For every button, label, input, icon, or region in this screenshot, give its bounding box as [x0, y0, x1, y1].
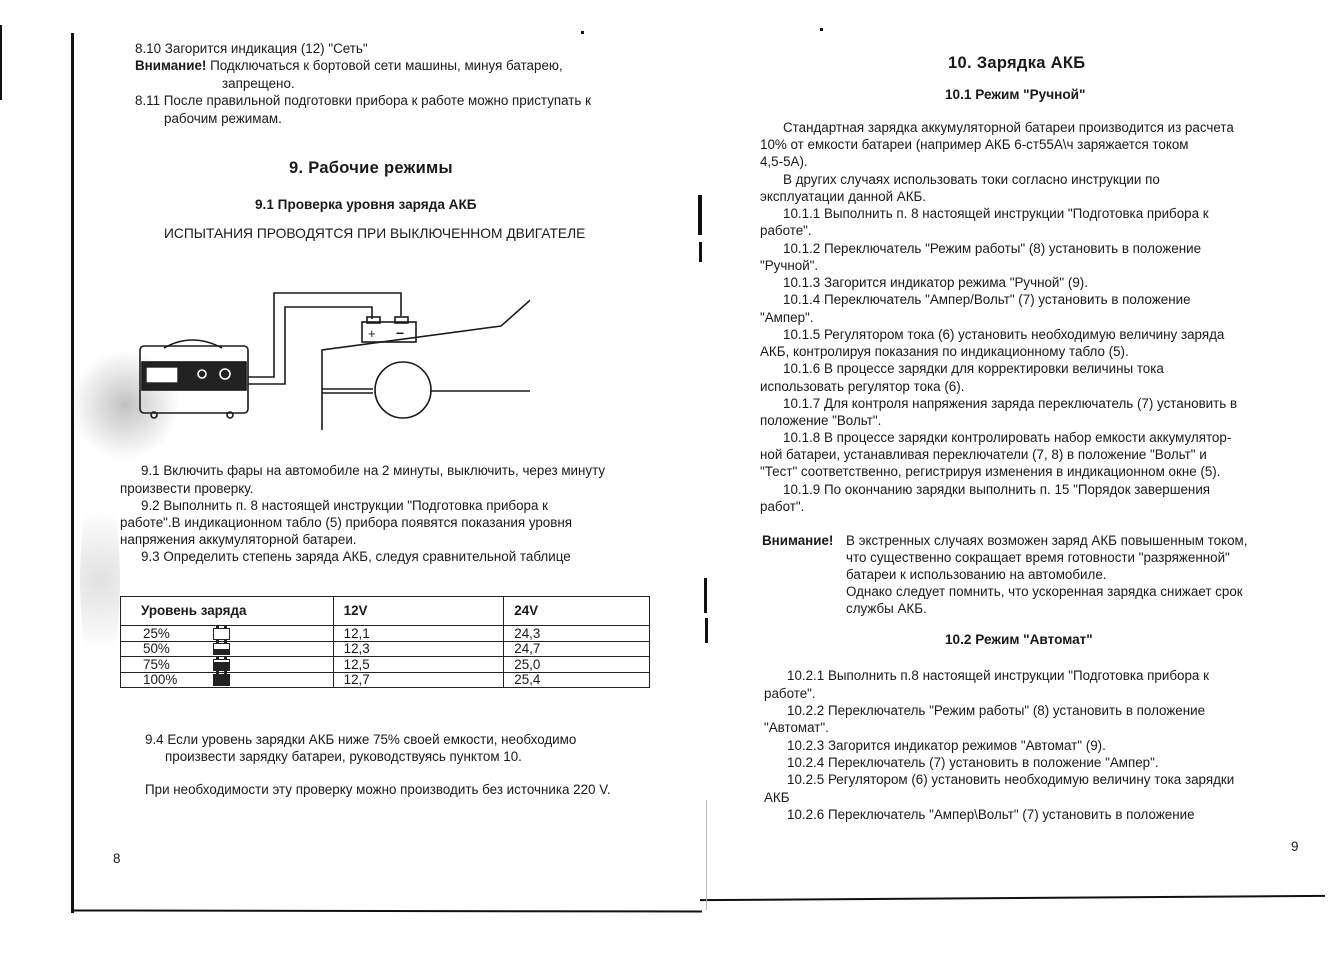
- warning-text-right-cont: Однако следует помнить, что ускоренная зарядка снижает срок: [846, 584, 1243, 599]
- paragraph-9-4-cont: произвести зарядку батареи, руководствуясь пунктом 10.: [165, 749, 522, 764]
- intro2-paragraph-cont: эксплуатации данной АКБ.: [760, 189, 927, 204]
- binding-mark: [699, 242, 702, 262]
- battery-icon-half: [213, 643, 230, 655]
- minus-label: −: [396, 325, 405, 341]
- step-10-1-1-cont: работе".: [760, 223, 812, 238]
- step-10-2-2-cont: "Автомат".: [764, 720, 829, 735]
- step-10-1-6: 10.1.6 В процессе зарядки для корректировки величины тока: [783, 361, 1164, 376]
- step-10-1-4: 10.1.4 Переключатель "Ампер/Вольт" (7) установить в положение: [783, 292, 1191, 307]
- scan-noise: [80, 480, 120, 680]
- car-body: [322, 287, 530, 430]
- level-value: 100%: [143, 672, 178, 687]
- v12-cell: 12,5: [333, 657, 504, 673]
- v24-cell: 25,4: [504, 672, 650, 688]
- battery-icon-full: [213, 674, 230, 686]
- warning-label-right: Внимание!: [762, 533, 834, 548]
- paragraph-9-4: 9.4 Если уровень зарядки АКБ ниже 75% своей емкости, необходимо: [145, 732, 577, 747]
- subsection-title-manual: 10.1 Режим "Ручной": [945, 87, 1086, 102]
- step-10-1-8-cont: "Тест" соответственно, регистрируя изменения в индикационном окне (5).: [760, 464, 1221, 479]
- step-10-2-4: 10.2.4 Переключатель (7) установить в положение "Ампер".: [787, 755, 1159, 770]
- level-value: 50%: [143, 641, 170, 656]
- step-10-1-5: 10.1.5 Регулятором тока (6) установить необходимую величину заряда: [783, 327, 1225, 342]
- step-10-1-2-cont: "Ручной".: [760, 258, 819, 273]
- page-spine-left: [71, 33, 74, 913]
- step-10-1-8: 10.1.8 В процессе зарядки контролировать набор емкости аккумулятор-: [783, 430, 1232, 445]
- warning-label: Внимание!: [135, 58, 207, 73]
- binding-mark: [704, 578, 707, 613]
- v24-cell: 25,0: [504, 657, 650, 673]
- intro-paragraph: Стандартная зарядка аккумуляторной батареи производится из расчета: [783, 120, 1234, 135]
- paragraph-9-1: 9.1 Включить фары на автомобиле на 2 минуты, выключить, через минуту: [141, 463, 606, 478]
- table-row: [121, 657, 650, 673]
- warning-text: Подключаться к бортовой сети машины, минуя батарею,: [210, 58, 563, 73]
- subsection-title-auto: 10.2 Режим "Автомат": [945, 632, 1093, 647]
- step-10-1-5-cont: АКБ, контролируя показания по индикационному табло (5).: [760, 344, 1129, 359]
- charge-level-table: [120, 596, 650, 688]
- scan-edge-left: [0, 25, 2, 100]
- step-10-2-3: 10.2.3 Загорится индикатор режимов "Автомат" (9).: [787, 738, 1106, 753]
- wire-negative: [248, 293, 401, 377]
- step-10-1-3: 10.1.3 Загорится индикатор режима "Ручной" (9).: [783, 275, 1088, 290]
- level-cell: [121, 626, 334, 642]
- paragraph-9-1-cont: произвести проверку.: [120, 481, 254, 496]
- table-row: [121, 672, 650, 688]
- step-10-2-1: 10.2.1 Выполнить п.8 настоящей инструкции "Подготовка прибора к: [787, 668, 1209, 683]
- intro-paragraph-cont: 10% от емкости батареи (например АКБ 6-ст55А\ч заряжается током: [760, 137, 1189, 152]
- section-title: 9. Рабочие режимы: [289, 159, 453, 177]
- table-row: [121, 626, 650, 642]
- step-10-1-9-cont: работ".: [760, 499, 805, 514]
- v12-cell: 12,1: [333, 626, 504, 642]
- warning-block: [135, 57, 563, 74]
- paragraph-8-11-cont: рабочим режимам.: [164, 111, 282, 126]
- level-value: 25%: [143, 625, 170, 641]
- binding-mark: [698, 195, 702, 235]
- level-value: 75%: [143, 656, 170, 672]
- scan-dot: [820, 28, 823, 31]
- warning-text-right-cont: что существенно сокращает время готовности "разряженной": [846, 550, 1230, 565]
- subsection-title: 9.1 Проверка уровня заряда АКБ: [255, 197, 477, 212]
- battery-icon-empty: [213, 628, 230, 640]
- step-10-1-6-cont: использовать регулятор тока (6).: [760, 379, 965, 394]
- page-bottom-edge-right: [700, 895, 1325, 901]
- header-12v: 12V: [333, 597, 504, 626]
- step-10-2-6: 10.2.6 Переключатель "Ампер\Вольт" (7) установить в положение: [787, 807, 1195, 822]
- section-title: 10. Зарядка АКБ: [948, 54, 1086, 72]
- warning-text-right-cont: службы АКБ.: [846, 601, 927, 616]
- step-10-1-1: 10.1.1 Выполнить п. 8 настоящей инструкции "Подготовка прибора к: [783, 206, 1209, 221]
- plus-label: +: [368, 326, 376, 341]
- paragraph-9-2-cont: напряжения аккумуляторной батареи.: [120, 532, 357, 547]
- warning-text-cont: запрещено.: [222, 76, 295, 91]
- paragraph-8-10: 8.10 Загорится индикация (12) "Сеть": [135, 41, 368, 56]
- paragraph-8-11: 8.11 После правильной подготовки прибора к работе можно приступать к: [135, 93, 591, 108]
- note-220v: При необходимости эту проверку можно производить без источника 220 V.: [145, 782, 611, 797]
- paragraph-9-2: 9.2 Выполнить п. 8 настоящей инструкции "Подготовка прибора к: [141, 498, 549, 513]
- step-10-2-2: 10.2.2 Переключатель "Режим работы" (8) установить в положение: [787, 703, 1206, 718]
- v12-cell: 12,7: [333, 672, 504, 688]
- step-10-1-2: 10.1.2 Переключатель "Режим работы" (8) установить в положение: [783, 241, 1202, 256]
- level-cell: [121, 657, 334, 673]
- header-24v: 24V: [504, 597, 650, 626]
- step-10-2-5-cont: АКБ: [764, 790, 790, 805]
- page-number-right: 9: [1291, 839, 1299, 854]
- step-10-1-4-cont: "Ампер".: [760, 310, 814, 325]
- v24-cell: 24,3: [504, 626, 650, 642]
- car-wheel: [375, 362, 431, 418]
- step-10-1-8-cont: ной батареи, устанавливая переключатели (7, 8) в положение "Вольт" и: [760, 447, 1207, 462]
- level-cell: [121, 641, 334, 657]
- warning-text-right-cont: батареи к использованию на автомобиле.: [846, 567, 1107, 582]
- page-number-left: 8: [113, 851, 121, 866]
- step-10-2-1-cont: работе".: [764, 686, 816, 701]
- charger-display: [147, 368, 177, 382]
- intro2-paragraph: В других случаях использовать токи согласно инструкции по: [783, 172, 1160, 187]
- paragraph-9-2-cont: работе".В индикационном табло (5) прибора появятся показания уровня: [120, 515, 573, 530]
- connection-diagram: [130, 270, 530, 430]
- battery-icon-three-quarter: [213, 659, 230, 671]
- step-10-2-5: 10.2.5 Регулятором (6) установить необходимую величину тока зарядки: [787, 772, 1235, 787]
- table-row: [121, 641, 650, 657]
- step-10-1-9: 10.1.9 По окончанию зарядки выполнить п. 15 "Порядок завершения: [783, 482, 1211, 497]
- binding-mark: [705, 618, 708, 643]
- binding-line-faint: [706, 800, 707, 910]
- intro-paragraph-cont: 4,5-5А).: [760, 154, 808, 169]
- caps-note: ИСПЫТАНИЯ ПРОВОДЯТСЯ ПРИ ВЫКЛЮЧЕННОМ ДВИГАТЕЛЕ: [164, 226, 586, 241]
- v12-cell: 12,3: [333, 641, 504, 657]
- v24-cell: 24,7: [504, 641, 650, 657]
- scan-dot: [581, 31, 584, 34]
- level-cell: [121, 672, 334, 688]
- table-header-row: [121, 597, 650, 626]
- step-10-1-7-cont: положение "Вольт".: [760, 413, 882, 428]
- paragraph-9-3: 9.3 Определить степень заряда АКБ, следуя сравнительной таблице: [141, 549, 571, 564]
- header-level: Уровень заряда: [121, 597, 334, 626]
- warning-text-right: В экстренных случаях возможен заряд АКБ повышенным током,: [846, 533, 1248, 548]
- step-10-1-7: 10.1.7 Для контроля напряжения заряда переключатель (7) установить в: [783, 396, 1238, 411]
- page-bottom-edge: [72, 909, 702, 912]
